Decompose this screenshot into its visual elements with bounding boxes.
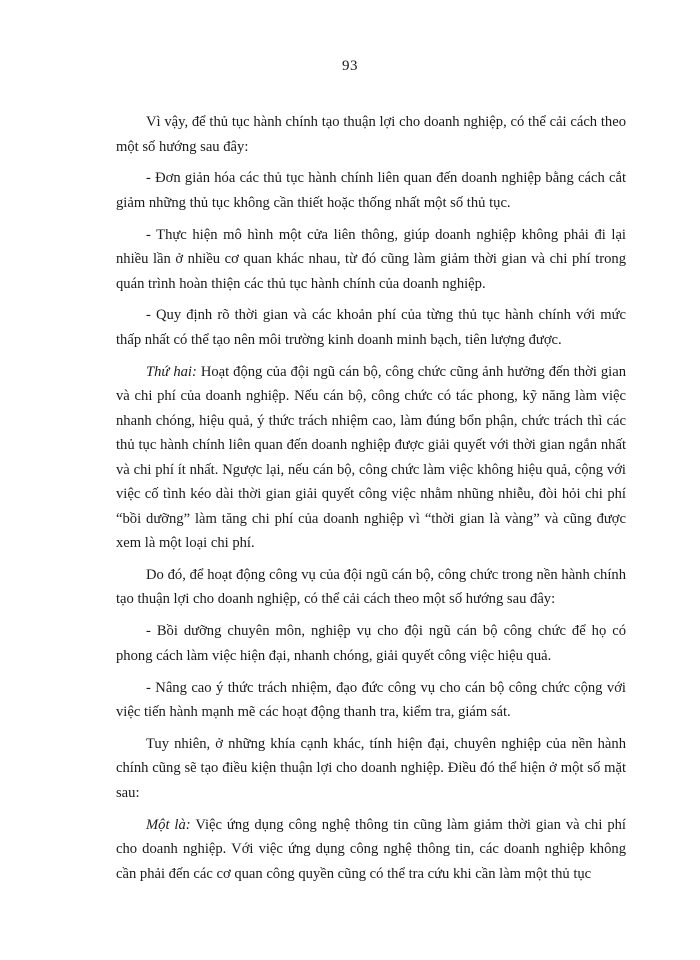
paragraph-bullet-fees: - Quy định rõ thời gian và các khoản phí của từng thủ tục hành chính với mức thấp nhất có thể tạo nên môi trường kinh doanh minh bạch, tiên lượng được. xyxy=(116,307,626,348)
paragraph-bullet-training: - Bồi dưỡng chuyên môn, nghiệp vụ cho đội ngũ cán bộ công chức để họ có phong cách làm việc hiện đại, nhanh chóng, giải quyết công việc hiệu quả. xyxy=(116,623,626,664)
paragraph-however: Tuy nhiên, ở những khía cạnh khác, tính hiện đại, chuyên nghiệp của nền hành chính cũng sẽ tạo điều kiện thuận lợi cho doanh nghiệp. Điều đó thể hiện ở một số mặt sau: xyxy=(116,735,626,801)
page-number: 93 xyxy=(342,58,358,74)
paragraph-second-point: Thứ hai: Hoạt động của đội ngũ cán bộ, công chức cũng ảnh hưởng đến thời gian và chi phí của doanh nghiệp. Nếu cán bộ, công chức có tác phong, kỹ năng làm việc nhanh chóng, hiệu quả, ý thức trách nhiệm cao, làm đúng bổn phận, chức trách thì các thủ tục hành chính liên quan đến doanh nghiệp được giải quyết với thời gian ngắn nhất và chi phí ít nhất. Ngược lại, nếu cán bộ, công chức làm việc không hiệu quả, cộng với việc cố tình kéo dài thời gian giải quyết công việc nhằm nhũng nhiễu, đòi hỏi chi phí “bồi dưỡng” làm tăng chi phí của doanh nghiệp vì “thời gian là vàng” và cũng được xem là một loại chi phí. xyxy=(116,363,627,552)
paragraph-lead-italic: Thứ hai: xyxy=(146,363,197,380)
document-body xyxy=(116,110,626,893)
paragraph-intro-reform-directions: Vì vậy, để thủ tục hành chính tạo thuận lợi cho doanh nghiệp, có thể cải cách theo một số hướng sau đây: xyxy=(116,114,626,155)
paragraph-therefore: Do đó, để hoạt động công vụ của đội ngũ cán bộ, công chức trong nền hành chính tạo thuận lợi cho doanh nghiệp, có thể cải cách theo một số hướng sau đây: xyxy=(116,566,626,608)
paragraph-first-aspect: Một là: Việc ứng dụng công nghệ thông tin cũng làm giảm thời gian và chi phí cho doanh nghiệp. Với việc ứng dụng công nghệ thông tin, các doanh nghiệp không cần phải đến các cơ quan công quyền cũng có thể tra cứu khi cần làm một thủ tục xyxy=(116,816,626,882)
paragraph-bullet-responsibility: - Nâng cao ý thức trách nhiệm, đạo đức công vụ cho cán bộ công chức cộng với việc tiến hành mạnh mẽ các hoạt động thanh tra, kiểm tra, giám sát. xyxy=(116,679,626,721)
paragraph-bullet-one-stop: - Thực hiện mô hình một cửa liên thông, giúp doanh nghiệp không phải đi lại nhiều lần ở nhiều cơ quan khác nhau, từ đó cũng làm giảm thời gian và chi phí trong quán trình hoàn thiện các thủ tục hành chính của doanh nghiệp. xyxy=(116,226,626,292)
paragraph-lead-italic: Một là: xyxy=(146,816,191,833)
paragraph-bullet-simplify: - Đơn giản hóa các thủ tục hành chính liên quan đến doanh nghiệp bằng cách cắt giảm những thủ tục không cần thiết hoặc thống nhất một số thủ tục. xyxy=(116,170,626,211)
